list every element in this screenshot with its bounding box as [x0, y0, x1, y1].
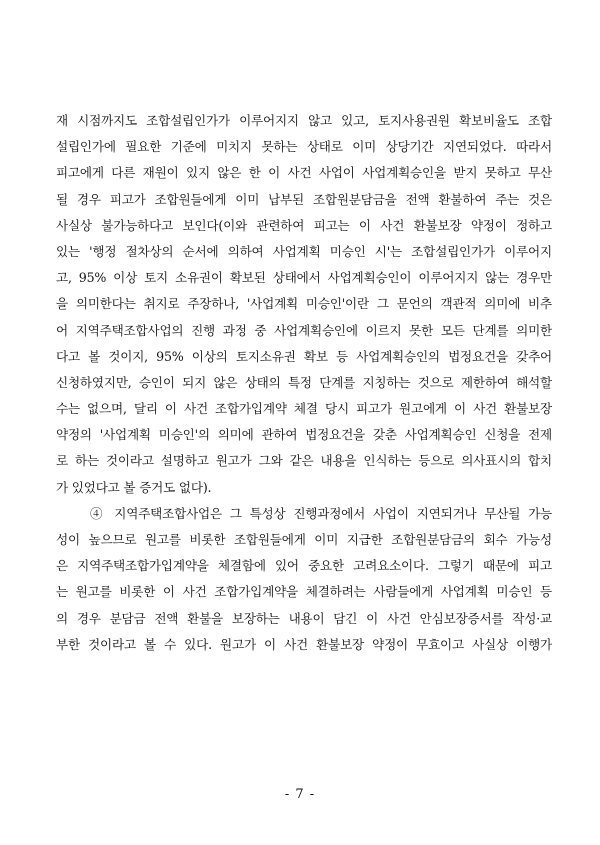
text-line: 부한 것이라고 볼 수 있다. 원고가 이 사건 환불보장 약정이 무효이고 사실상 이행가: [56, 636, 552, 652]
text-line: 로 하는 것이라고 설명하고 원고가 그와 같은 내용을 인식하는 등으로 의사표시의 합치: [56, 453, 552, 469]
text-line: 성이 높으므로 원고를 비롯한 조합원들에게 이미 지급한 조합원분담금의 회수 가능성: [56, 532, 552, 547]
text-line: 설립인가에 필요한 기준에 미치지 못하는 상태로 이미 상당기간 지연되었다. 따라서: [56, 139, 552, 155]
paragraph-1: [56, 108, 552, 501]
text-line: 약정의 '사업계획 미승인'의 의미에 관하여 법정요건을 갖춘 사업계획승인 신청을 전제: [56, 427, 552, 443]
text-line: 신청하였지만, 승인이 되지 않은 상태의 특정 단계를 지칭하는 것으로 제한하여 해석할: [56, 374, 552, 390]
page-number: - 7 -: [284, 787, 316, 802]
text-line: 다고 볼 것이지, 95% 이상의 토지소유권 확보 등 사업계획승인의 법정요건을 갖추어: [56, 348, 552, 364]
text-line: 는 원고를 비롯한 이 사건 조합가입계약을 체결하려는 사람들에게 사업계획 미승인 등: [56, 584, 552, 600]
paragraph-2: [56, 501, 552, 658]
text-line: 있는 '행정 절차상의 순서에 의하여 사업계획 미승인 시'는 조합설립인가가 이루어지: [56, 243, 552, 259]
text-line: 가 있었다고 볼 증거도 없다).: [56, 479, 212, 495]
text-line: ④ 지역주택조합사업은 그 특성상 진행과정에서 사업이 지연되거나 무산될 가능: [90, 505, 552, 521]
text-line: 될 경우 피고가 조합원들에게 이미 납부된 조합원분담금을 전액 환불하여 주는 것은: [56, 191, 552, 207]
text-line: 수는 없으며, 달리 이 사건 조합가입계약 체결 당시 피고가 원고에게 이 사건 환불보장: [56, 401, 552, 417]
text-line: 어 지역주택조합사업의 진행 과정 중 사업계획승인에 이르지 못한 모든 단계를 의미한: [56, 322, 552, 338]
text-line: 은 지역주택조합가입계약을 체결함에 있어 중요한 고려요소이다. 그렇기 때문에 피고: [56, 558, 552, 574]
text-line: 사실상 불가능하다고 보인다(이와 관련하여 피고는 이 사건 환불보장 약정이 정하고: [56, 217, 552, 233]
text-line: 피고에게 다른 재원이 있지 않은 한 이 사건 사업이 사업계획승인을 받지 못하고 무산: [56, 165, 552, 181]
body-text: [56, 108, 552, 658]
text-line: 을 의미한다는 취지로 주장하나, '사업계획 미승인'이란 그 문언의 객관적 의미에 비추: [56, 296, 552, 312]
text-line: 의 경우 분담금 전액 환불을 보장하는 내용이 담긴 이 사건 안심보장증서를 작성·교: [56, 610, 552, 626]
text-line: 재 시점까지도 조합설립인가가 이루어지지 않고 있고, 토지사용권원 확보비율도 조합: [56, 113, 552, 128]
text-line: 고, 95% 이상 토지 소유권이 확보된 상태에서 사업계획승인이 이루어지지 않는 경우만: [56, 270, 552, 286]
